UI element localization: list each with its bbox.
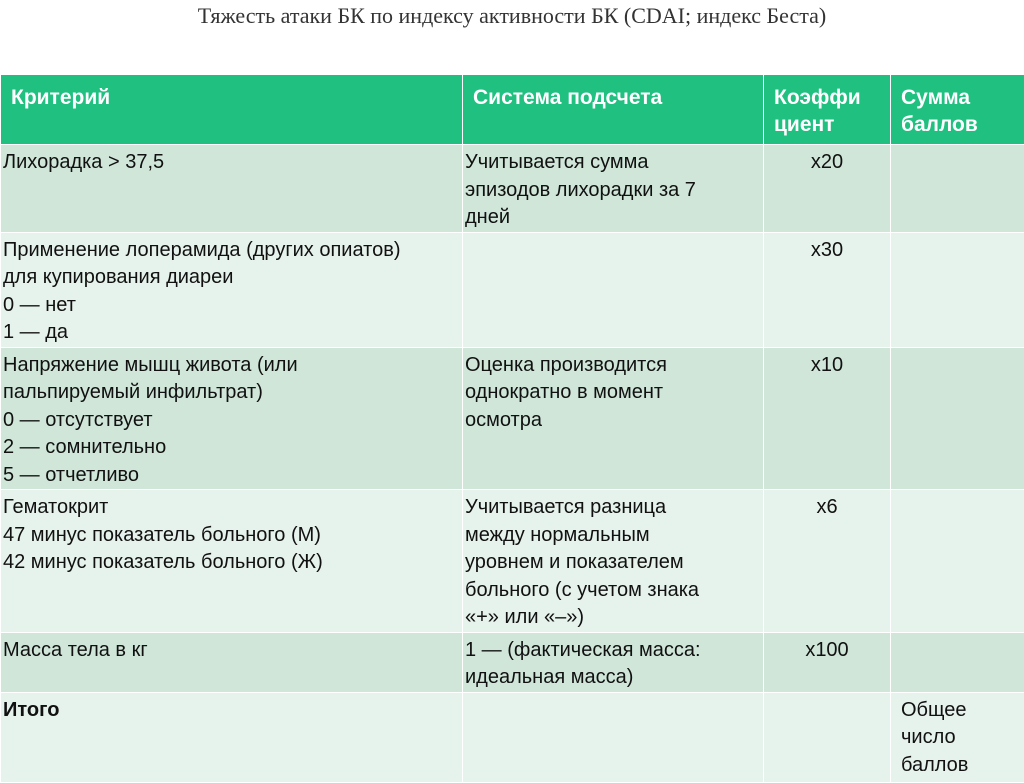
cell-total-label: Итого (1, 692, 463, 782)
cell-coefficient (764, 692, 891, 782)
cell-sum (891, 632, 1024, 692)
table-row (1, 632, 1024, 692)
cell-system: 1 — (фактическая масса: идеальная масса) (463, 632, 764, 692)
header-criterion: Критерий (1, 75, 463, 145)
table-row (1, 347, 1024, 490)
cell-sum (891, 145, 1024, 233)
table-row-total (1, 692, 1024, 782)
cell-system (463, 692, 764, 782)
cell-coefficient: x6 (764, 490, 891, 633)
cell-coefficient: x100 (764, 632, 891, 692)
cell-sum (891, 490, 1024, 633)
cell-system: Учитывается разница между нормальным уровнем и показателем больного (с учетом знака «+» или «–») (463, 490, 764, 633)
cell-sum (891, 347, 1024, 490)
header-coefficient: Коэффи циент (764, 75, 891, 145)
table-header-row (1, 75, 1024, 145)
page-title: Тяжесть атаки БК по индексу активности БК (CDAI; индекс Беста) (0, 0, 1024, 72)
cell-system (463, 232, 764, 347)
header-sum: Сумма баллов (891, 75, 1024, 145)
table-row (1, 490, 1024, 633)
cell-coefficient: x20 (764, 145, 891, 233)
cell-criterion: Гематокрит 47 минус показатель больного (М) 42 минус показатель больного (Ж) (1, 490, 463, 633)
cell-system: Оценка производится однократно в момент осмотра (463, 347, 764, 490)
table-row (1, 232, 1024, 347)
cell-criterion: Масса тела в кг (1, 632, 463, 692)
cell-coefficient: x30 (764, 232, 891, 347)
cell-total-sum: Общее число баллов (891, 692, 1024, 782)
cell-coefficient: x10 (764, 347, 891, 490)
cdai-table (0, 74, 1024, 783)
header-system: Система подсчета (463, 75, 764, 145)
cell-criterion: Применение лоперамида (других опиатов) для купирования диареи 0 — нет 1 — да (1, 232, 463, 347)
cell-criterion: Лихорадка > 37,5 (1, 145, 463, 233)
cell-sum (891, 232, 1024, 347)
cell-criterion: Напряжение мышц живота (или пальпируемый инфильтрат) 0 — отсутствует 2 — сомнительно 5 — отчетливо (1, 347, 463, 490)
cell-system: Учитывается сумма эпизодов лихорадки за 7 дней (463, 145, 764, 233)
table-row (1, 145, 1024, 233)
